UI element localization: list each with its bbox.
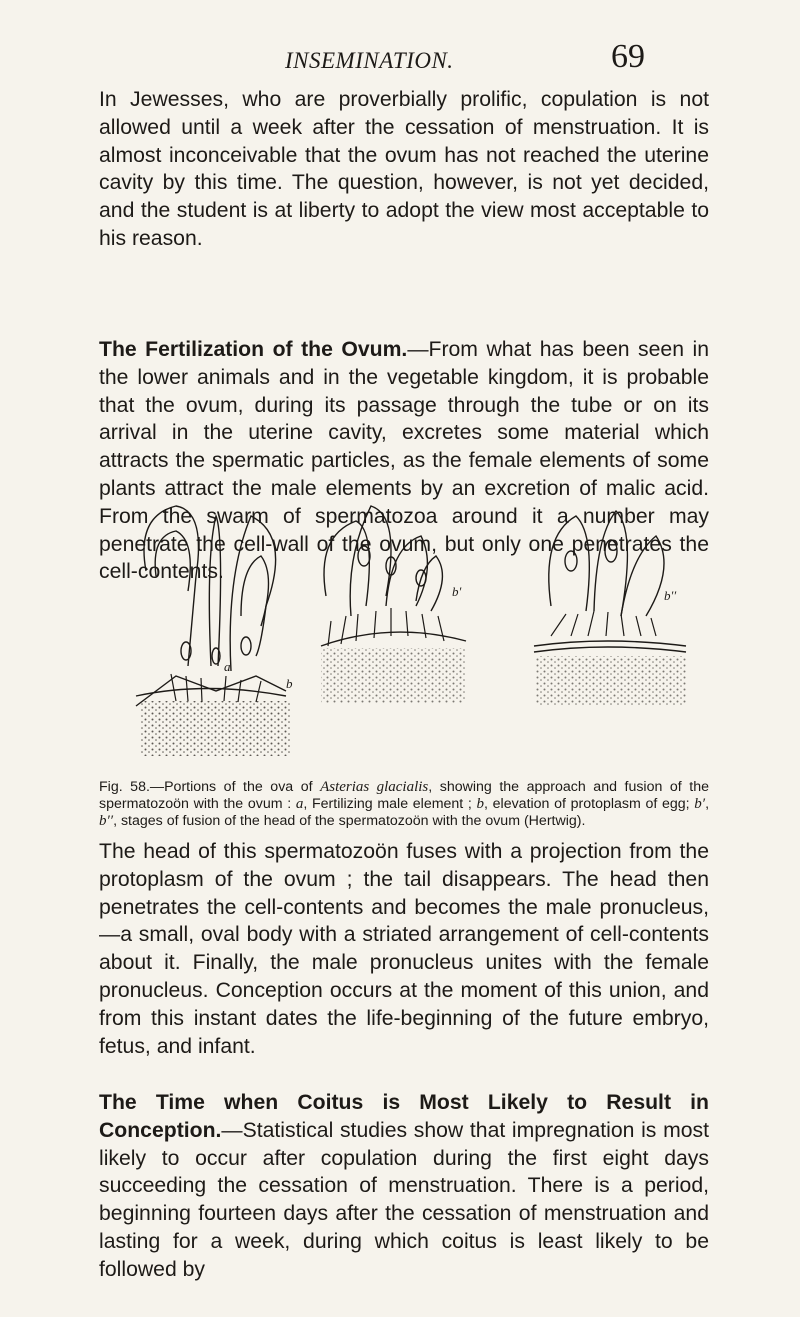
caption-label-b: b — [476, 796, 485, 812]
caption-label-b-double-prime: b′′ — [99, 813, 114, 829]
paragraph-pronucleus: The head of this spermatozoön fuses with a projection from the protoplasm of the ovum ; the tail disappears. The head then penetrates the cell-contents and becomes the male pronucleus,—a small, oval body with a striated arrangement of cell-contents about it. Finally, the male pronucleus unites with the female pronucleus. Conception occurs at the moment of this union, and from this instant dates the life-beginning of the future embryo, fetus, and infant. — [99, 840, 709, 1058]
caption-separator: , — [705, 796, 710, 812]
caption-text-3: , Fertilizing male element ; — [303, 796, 477, 812]
text-fertilization: —From what has been seen in the lower animals and in the vegetable kingdom, it is probable that the ovum, during its passage through the tube or on its arrival in the uterine cavity, excretes some material which attracts the spermatic particles, as the female elements of some plants attract the male elements by an excretion of malic acid. From the swarm of spermatozoa around it a number may penetrate the cell-wall of the ovum, but only one penetrates the cell-contents. — [99, 338, 709, 584]
running-title: INSEMINATION. — [285, 48, 454, 73]
caption-species: Asterias glacialis — [320, 779, 429, 795]
text-timing: —Statistical studies show that impregnation is most likely to occur after copulation during the first eight days succeeding the cessation of menstruation. There is a period, beginning fourteen days after the cessation of menstruation and lasting for a week, during which coitus is least likely to be followed by — [99, 1118, 709, 1281]
figure-label-b: b — [286, 676, 293, 691]
heading-timing: The Time when Coitus is Most Likely to Result in Conception. — [99, 1091, 709, 1142]
caption-text-2: , showing the approach and fusion of the spermatozoön with the ovum : — [99, 779, 709, 812]
figure-label-b-double-prime: b′′ — [664, 588, 677, 603]
caption-label-b-prime: b′ — [694, 796, 706, 812]
figure-label-a: a — [224, 659, 231, 674]
caption-text-4: , elevation of protoplasm of egg; — [484, 796, 695, 812]
running-head — [0, 38, 800, 84]
caption-text-1: Fig. 58.—Portions of the ova of — [99, 779, 321, 795]
caption-label-a: a — [295, 796, 304, 812]
heading-fertilization: The Fertilization of the Ovum. — [99, 338, 408, 361]
paragraph-timing — [99, 1089, 709, 1284]
ova-fusion-engraving — [116, 496, 706, 771]
page-number: 69 — [611, 38, 645, 75]
figure-caption — [99, 779, 709, 830]
paragraph-jewesses: In Jewesses, who are proverbially prolific, copulation is not allowed until a week after the cessation of menstruation. It is almost inconceivable that the ovum has not reached the uterine cavity by this time. The question, however, is not yet decided, and the student is at liberty to adopt the view most acceptable to his reason. — [99, 88, 709, 250]
panel-b2 — [534, 511, 686, 706]
caption-text-5: , stages of fusion of the head of the spermatozoön with the ovum (Hertwig). — [113, 813, 586, 829]
figure-58-illustration — [116, 496, 706, 771]
figure-label-b-prime: b′ — [452, 584, 462, 599]
panel-b1 — [321, 506, 466, 703]
panel-a — [136, 506, 291, 756]
